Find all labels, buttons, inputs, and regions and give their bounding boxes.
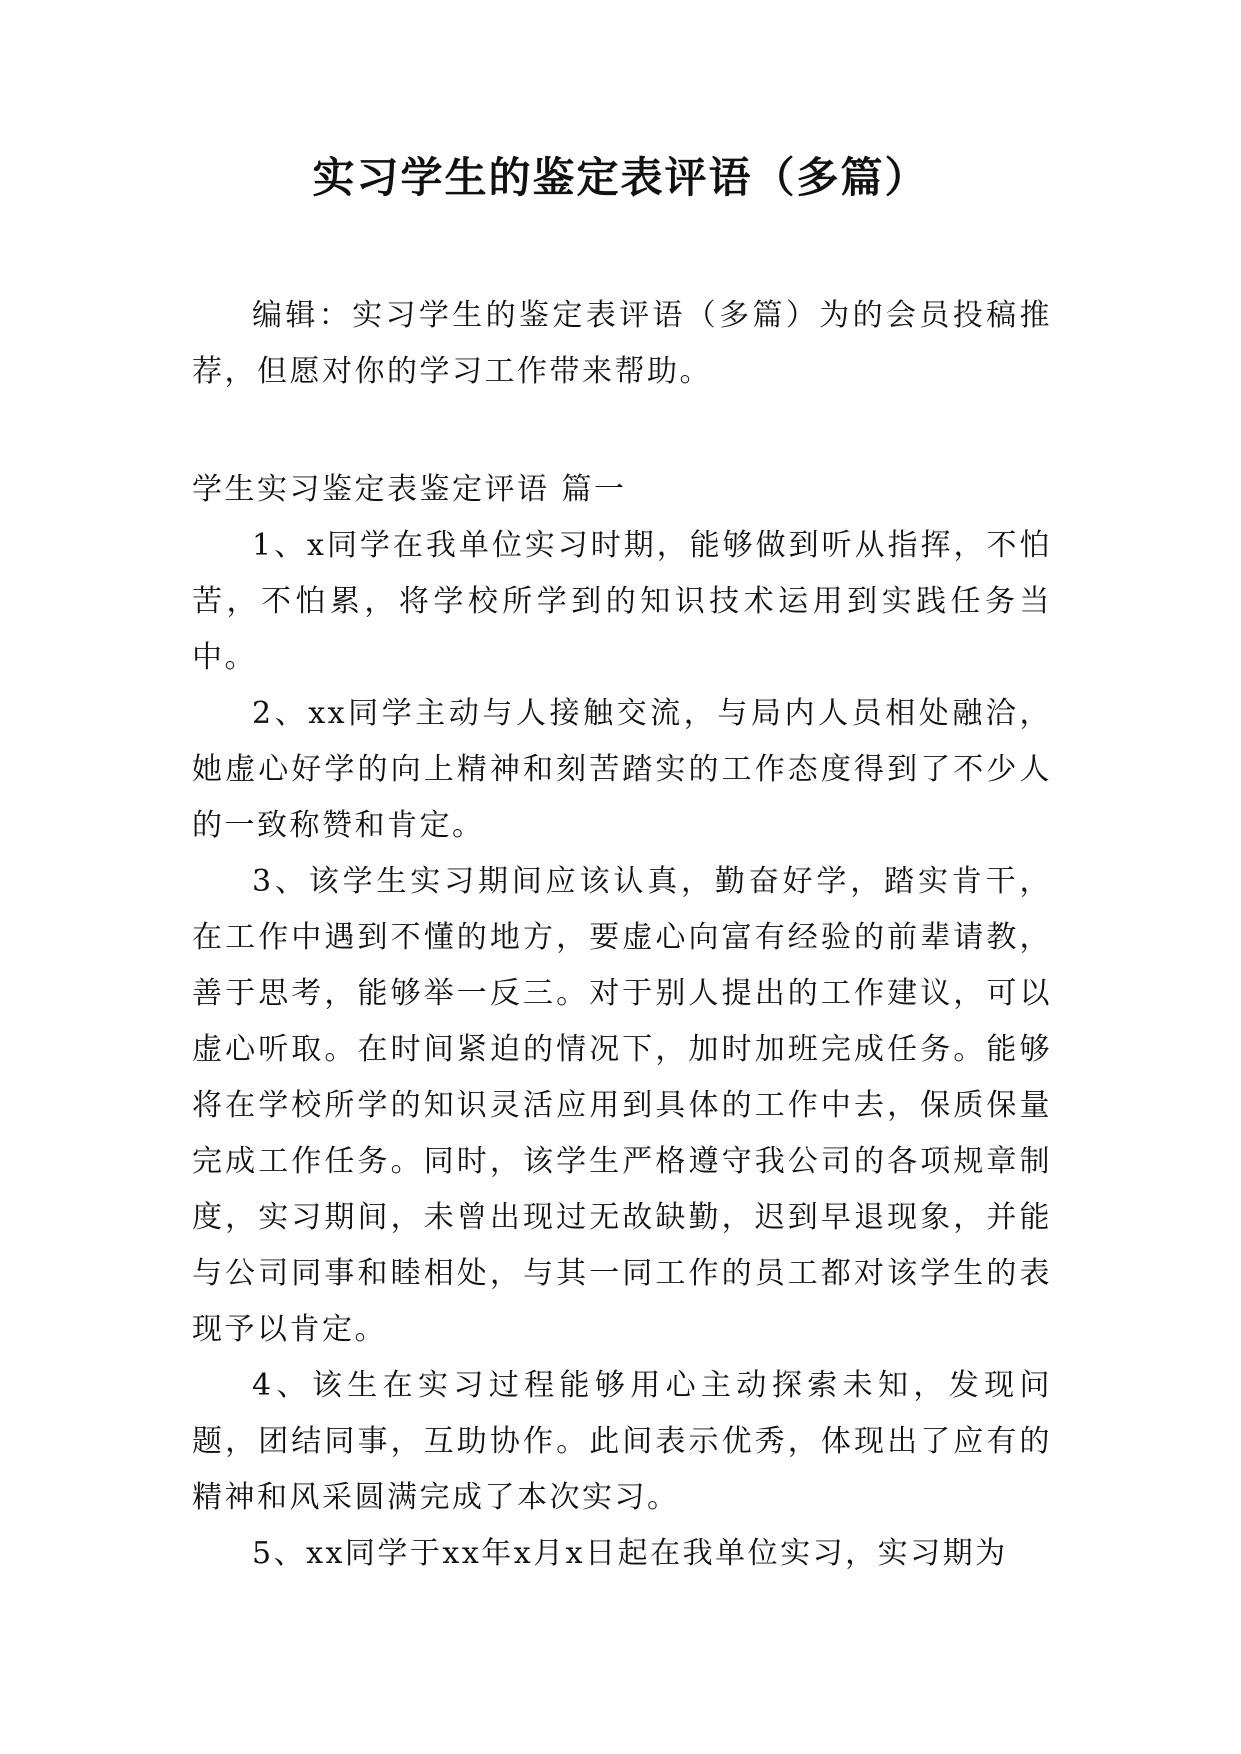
body-paragraph-1: 1、x同学在我单位实习时期，能够做到听从指挥，不怕苦，不怕累，将学校所学到的知识技术运用到实践任务当中。 bbox=[192, 528, 1052, 675]
intro-paragraph: 编辑：实习学生的鉴定表评语（多篇）为的会员投稿推荐，但愿对你的学习工作带来帮助。 bbox=[192, 298, 1052, 389]
body-paragraph-3: 3、该学生实习期间应该认真，勤奋好学，踏实肯干，在工作中遇到不懂的地方，要虚心向富有经验的前辈请教，善于思考，能够举一反三。对于别人提出的工作建议，可以虚心听取。在时间紧迫的情况下，加时加班完成任务。能够将在学校所学的知识灵活应用到具体的工作中去，保质保量完成工作任务。同时，该学生严格遵守我公司的各项规章制度，实习期间，未曾出现过无故缺勤，迟到早退现象，并能与公司同事和睦相处，与其一同工作的员工都对该学生的表现予以肯定。 bbox=[192, 864, 1052, 1347]
body-paragraph-4: 4、该生在实习过程能够用心主动探索未知，发现问题，团结同事，互助协作。此间表示优秀，体现出了应有的精神和风采圆满完成了本次实习。 bbox=[192, 1368, 1052, 1515]
body-paragraph-2: 2、xx同学主动与人接触交流，与局内人员相处融洽，她虚心好学的向上精神和刻苦踏实的工作态度得到了不少人的一致称赞和肯定。 bbox=[192, 696, 1052, 843]
document-body bbox=[192, 288, 1052, 1582]
document-title: 实习学生的鉴定表评语（多篇） bbox=[312, 153, 929, 202]
section-heading: 学生实习鉴定表鉴定评语 篇一 bbox=[192, 472, 627, 507]
body-paragraph-5: 5、xx同学于xx年x月x日起在我单位实习，实习期为 bbox=[252, 1536, 1008, 1571]
